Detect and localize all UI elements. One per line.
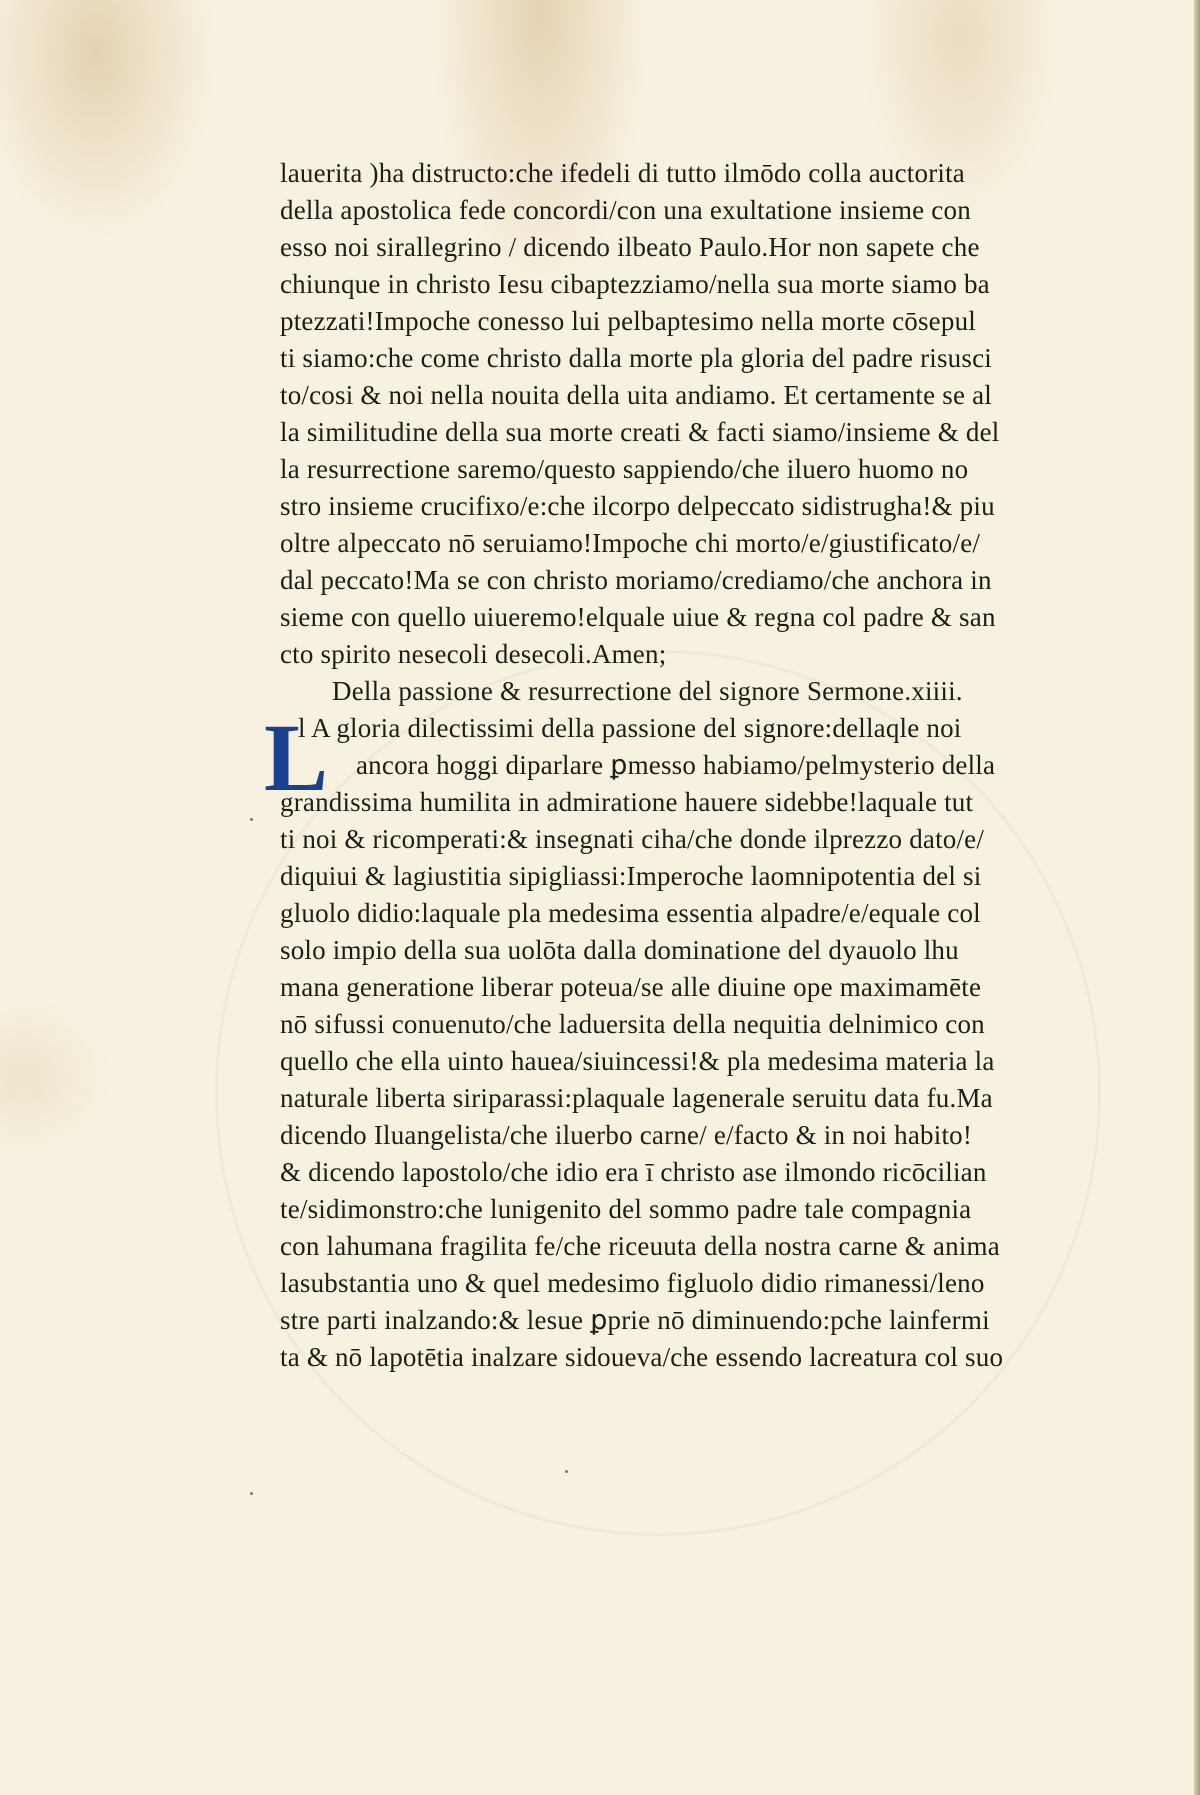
text-line: ti siamo:che come christo dalla morte pla gloria del padre risusci (280, 343, 992, 373)
text-line: naturale liberta siriparassi:plaquale lagenerale seruitu data fu.Ma (280, 1083, 993, 1113)
page-edge (1194, 0, 1200, 1795)
text-line: nō sifussi conuenuto/che laduersita della nequitia delnimico con (280, 1009, 985, 1039)
text-line: ti noi & ricomperati:& insegnati ciha/che donde ilprezzo dato/e/ (280, 824, 985, 854)
text-line: lasubstantia uno & quel medesimo figluolo didio rimanessi/leno (280, 1268, 985, 1298)
text-line: to/cosi & noi nella nouita della uita andiamo. Et certamente se al (280, 380, 992, 410)
text-line: dicendo Iluangelista/che iluerbo carne/ e/facto & in noi habito! (280, 1120, 973, 1150)
ink-speck (250, 1492, 253, 1495)
text-line: mana generatione liberar poteua/se alle diuine ope maximamēte (280, 972, 982, 1002)
text-line: quello che ella uinto hauea/siuincessi!& pla medesima materia la (280, 1046, 995, 1076)
ink-speck (250, 818, 253, 821)
text-line: stre parti inalzando:& lesue ꝑprie nō diminuendo:pche lainfermi (280, 1305, 990, 1335)
text-line: grandissima humilita in admiratione hauere sidebbe!laquale tut (280, 787, 974, 817)
ink-speck (565, 1470, 568, 1473)
text-line: sieme con quello uiueremo!elquale uiue & regna col padre & san (280, 602, 996, 632)
text-line: esso noi sirallegrino / dicendo ilbeato Paulo.Hor non sapete che (280, 232, 980, 262)
text-line: chiunque in christo Iesu cibaptezziamo/nella sua morte siamo ba (280, 269, 990, 299)
text-line: la similitudine della sua morte creati & facti siamo/insieme & del (280, 417, 1000, 447)
text-line: oltre alpeccato nō seruiamo!Impoche chi morto/e/giustificato/e/ (280, 528, 981, 558)
text-line: te/sidimonstro:che lunigenito del sommo padre tale compagnia (280, 1194, 972, 1224)
text-line: cto spirito nesecoli desecoli.Amen; (280, 639, 667, 669)
text-line: con lahumana fragilita fe/che riceuuta della nostra carne & anima (280, 1231, 1000, 1261)
text-line: gluolo didio:laquale pla medesima essentia alpadre/e/equale col (280, 898, 981, 928)
drop-cap-letter: L (264, 704, 329, 811)
text-line: dal peccato!Ma se con christo moriamo/crediamo/che anchora in (280, 565, 992, 595)
text-line: & dicendo lapostolo/che idio era ī christo ase ilmondo ricōcilian (280, 1157, 987, 1187)
section-heading: Della passione & resurrectione del signore Sermone.xiiii. (332, 676, 963, 706)
text-line: solo impio della sua uolōta dalla dominatione del dyauolo lhu (280, 935, 959, 965)
text-line: lauerita )ha distructo:che ifedeli di tutto ilmōdo colla auctorita (280, 158, 965, 188)
text-line: ancora hoggi diparlare ꝑmesso habiamo/pelmysterio della (356, 750, 996, 780)
text-line: l A gloria dilectissimi della passione del signore:dellaqle noi (298, 713, 962, 743)
text-line: ptezzati!Impoche conesso lui pelbaptesimo nella morte cōsepul (280, 306, 976, 336)
text-line: ta & nō lapotētia inalzare sidoueva/che essendo lacreatura col suo (280, 1342, 1004, 1372)
text-line: diquiui & lagiustitia sipigliassi:Imperoche laomnipotentia del si (280, 861, 982, 891)
text-line: la resurrectione saremo/questo sappiendo/che iluero huomo no (280, 454, 969, 484)
text-line: stro insieme crucifixo/e:che ilcorpo delpeccato sidistrugha!& piu (280, 491, 995, 521)
text-line: della apostolica fede concordi/con una exultatione insieme con (280, 195, 971, 225)
